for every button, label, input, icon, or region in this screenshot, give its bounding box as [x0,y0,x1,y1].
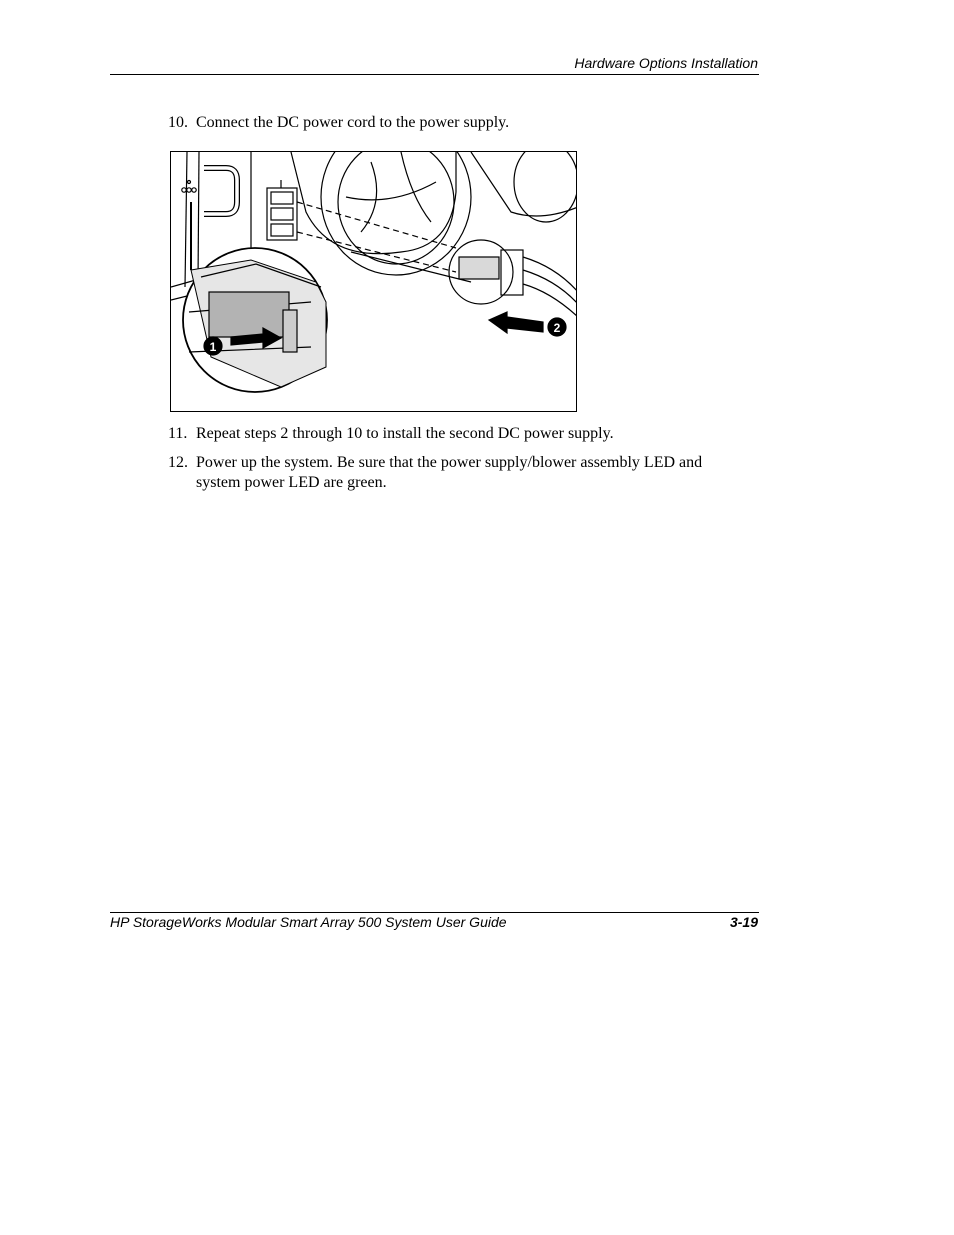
step-number: 10. [168,114,188,131]
step-10 [168,113,768,133]
illustration-drawing [171,152,577,412]
step-number: 12. [168,454,188,471]
step-12 [168,453,743,493]
step-number: 11. [168,425,188,442]
step-text: Repeat steps 2 through 10 to install the second DC power supply. [196,425,614,442]
footer-rule [110,912,759,913]
step-text: Power up the system. Be sure that the power supply/blower assembly LED and system power LED are green. [196,454,703,491]
page-number: 3-19 [729,914,758,930]
callout-2: 2 [553,321,561,335]
step-text: Connect the DC power cord to the power supply. [196,114,510,131]
running-header: Hardware Options Installation [574,55,758,71]
power-cord-illustration [170,151,577,412]
step-11 [168,424,768,444]
callout-1: 1 [209,340,217,354]
header-rule [110,74,759,75]
footer-guide-title: HP StorageWorks Modular Smart Array 500 System User Guide [110,914,507,930]
